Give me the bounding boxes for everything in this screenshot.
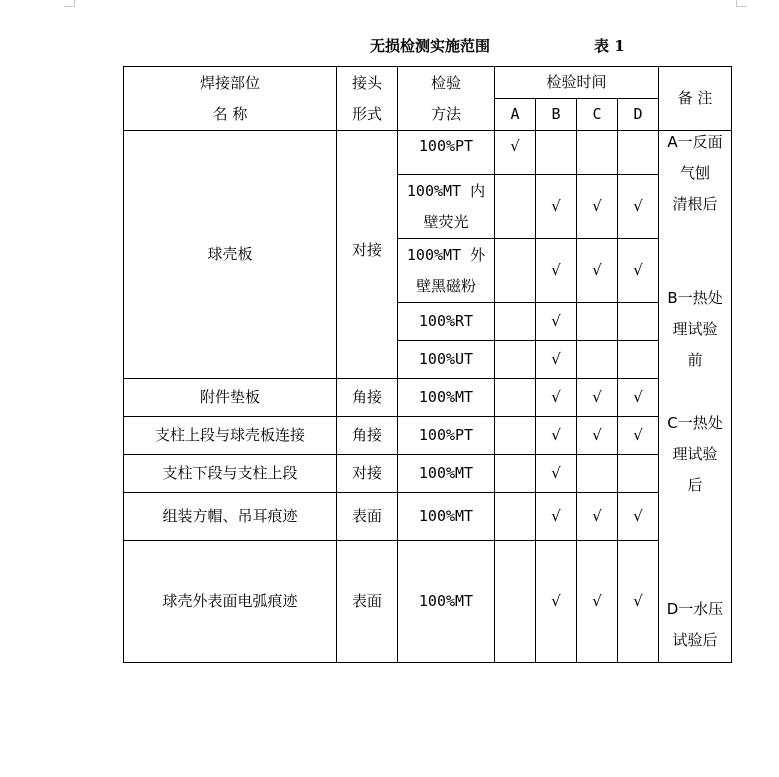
remarks-cell <box>659 131 732 663</box>
inspection-scope-table <box>123 66 732 663</box>
method-cell: 100%MT 内 壁荧光 <box>398 175 495 239</box>
page-corner-mark-left <box>64 0 75 7</box>
check-a-cell <box>495 417 536 455</box>
table-row <box>124 417 732 455</box>
header-weld-part: 焊接部位 名 称 <box>124 67 337 131</box>
check-d-cell <box>618 131 659 175</box>
method-cell: 100%MT 外 壁黑磁粉 <box>398 239 495 303</box>
check-a-cell <box>495 303 536 341</box>
method-cell: 100%MT <box>398 541 495 663</box>
table-title: 无损检测实施范围 <box>370 37 491 55</box>
weld-part-cell: 支柱上段与球壳板连接 <box>124 417 337 455</box>
check-c-cell <box>577 303 618 341</box>
check-a-cell <box>495 455 536 493</box>
weld-part-cell: 球壳板 <box>124 131 337 379</box>
method-cell: 100%PT <box>398 131 495 175</box>
check-b-cell: √ <box>536 379 577 417</box>
check-c-cell: √ <box>577 417 618 455</box>
method-cell: 100%RT <box>398 303 495 341</box>
method-cell: 100%MT <box>398 455 495 493</box>
check-a-cell: √ <box>495 131 536 175</box>
check-d-cell: √ <box>618 175 659 239</box>
joint-type-cell: 角接 <box>337 417 398 455</box>
check-b-cell: √ <box>536 541 577 663</box>
remark-a: A一反面 气刨 清根后 <box>667 133 723 213</box>
table-row <box>124 541 732 663</box>
remark-d: D一水压 试验后 <box>666 600 724 649</box>
table-row <box>124 131 732 175</box>
remark-b: B一热处 理试验 前 <box>667 289 723 369</box>
joint-type-cell: 对接 <box>337 455 398 493</box>
check-a-cell <box>495 541 536 663</box>
table-row <box>124 455 732 493</box>
check-d-cell: √ <box>618 379 659 417</box>
check-a-cell <box>495 379 536 417</box>
method-cell: 100%MT <box>398 379 495 417</box>
method-cell: 100%MT <box>398 493 495 541</box>
header-method: 检验 方法 <box>398 67 495 131</box>
header-remarks: 备 注 <box>659 67 732 131</box>
check-d-cell <box>618 341 659 379</box>
check-a-cell <box>495 341 536 379</box>
check-c-cell: √ <box>577 493 618 541</box>
check-b-cell <box>536 131 577 175</box>
joint-type-cell: 角接 <box>337 379 398 417</box>
check-c-cell: √ <box>577 541 618 663</box>
header-time-d: D <box>618 99 659 131</box>
header-time-c: C <box>577 99 618 131</box>
weld-part-cell: 组装方帽、吊耳痕迹 <box>124 493 337 541</box>
check-d-cell: √ <box>618 541 659 663</box>
check-c-cell: √ <box>577 175 618 239</box>
page-corner-mark-right <box>736 0 747 7</box>
check-d-cell <box>618 303 659 341</box>
table-row <box>124 493 732 541</box>
method-cell: 100%UT <box>398 341 495 379</box>
table-number: 表 1 <box>594 37 625 55</box>
check-b-cell: √ <box>536 341 577 379</box>
weld-part-cell: 附件垫板 <box>124 379 337 417</box>
header-joint-type: 接头 形式 <box>337 67 398 131</box>
weld-part-cell: 支柱下段与支柱上段 <box>124 455 337 493</box>
check-b-cell: √ <box>536 493 577 541</box>
check-c-cell: √ <box>577 239 618 303</box>
check-c-cell <box>577 131 618 175</box>
check-b-cell: √ <box>536 417 577 455</box>
joint-type-cell: 对接 <box>337 131 398 379</box>
remark-c: C一热处 理试验 后 <box>667 414 723 494</box>
check-c-cell <box>577 455 618 493</box>
check-b-cell: √ <box>536 239 577 303</box>
header-time-a: A <box>495 99 536 131</box>
check-b-cell: √ <box>536 175 577 239</box>
joint-type-cell: 表面 <box>337 493 398 541</box>
header-inspection-time: 检验时间 <box>495 67 659 99</box>
check-a-cell <box>495 239 536 303</box>
check-a-cell <box>495 493 536 541</box>
check-d-cell: √ <box>618 417 659 455</box>
header-time-b: B <box>536 99 577 131</box>
check-d-cell: √ <box>618 493 659 541</box>
check-b-cell: √ <box>536 303 577 341</box>
check-c-cell <box>577 341 618 379</box>
check-b-cell: √ <box>536 455 577 493</box>
table-row <box>124 379 732 417</box>
weld-part-cell: 球壳外表面电弧痕迹 <box>124 541 337 663</box>
method-cell: 100%PT <box>398 417 495 455</box>
check-c-cell: √ <box>577 379 618 417</box>
joint-type-cell: 表面 <box>337 541 398 663</box>
check-d-cell <box>618 455 659 493</box>
check-d-cell: √ <box>618 239 659 303</box>
check-a-cell <box>495 175 536 239</box>
